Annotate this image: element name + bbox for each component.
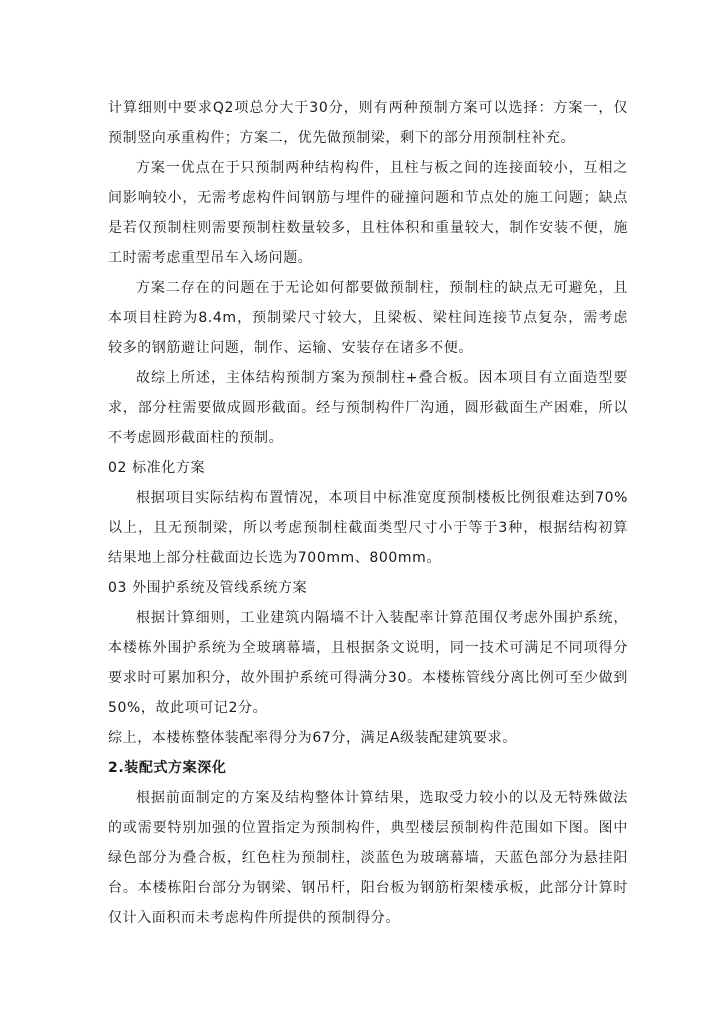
document-body [108, 93, 628, 933]
heading-prefab-scheme-deepening: 2.装配式方案深化 [108, 760, 227, 776]
paragraph-conclusion-prefab-scheme: 故综上所述，主体结构预制方案为预制柱+叠合板。因本项目有立面造型要求，部分柱需要做成圆形截面。经与预制构件厂沟通，圆形截面生产困难，所以不考虑圆形截面柱的预制。 [108, 370, 628, 446]
paragraph-standardization-detail: 根据项目实际结构布置情况，本项目中标准宽度预制楼板比例很难达到70%以上，且无预制梁，所以考虑预制柱截面类型尺寸小于等于3种，根据结构初算结果地上部分柱截面边长选为700mm、800mm。 [108, 490, 628, 566]
heading-standardization-scheme: 02 标准化方案 [108, 460, 206, 476]
heading-envelope-pipeline-scheme: 03 外围护系统及管线系统方案 [108, 580, 308, 596]
paragraph-total-score-summary: 综上，本楼栋整体装配率得分为67分，满足A级装配建筑要求。 [108, 730, 517, 746]
paragraph-option-two-analysis: 方案二存在的问题在于无论如何都要做预制柱，预制柱的缺点无可避免，且本项目柱跨为8.4m，预制梁尺寸较大，且梁板、梁柱间连接节点复杂，需考虑较多的钢筋避让问题，制作、运输、安装存在诸多不便。 [108, 280, 628, 356]
paragraph-q2-score-options: 计算细则中要求Q2项总分大于30分，则有两种预制方案可以选择：方案一，仅预制竖向承重构件；方案二，优先做预制梁，剩下的部分用预制柱补充。 [108, 100, 628, 146]
paragraph-prefab-deepening-detail: 根据前面制定的方案及结构整体计算结果，选取受力较小的以及无特殊做法的或需要特别加强的位置指定为预制构件，典型楼层预制构件范围如下图。图中绿色部分为叠合板，红色柱为预制柱，淡蓝色为玻璃幕墙，天蓝色部分为悬挂阳台。本楼栋阳台部分为钢梁、钢吊杆，阳台板为钢筋桁架楼承板，此部分计算时仅计入面积而未考虑构件所提供的预制得分。 [108, 790, 628, 926]
paragraph-option-one-analysis: 方案一优点在于只预制两种结构构件，且柱与板之间的连接面较小，互相之间影响较小，无需考虑构件间钢筋与埋件的碰撞问题和节点处的施工问题；缺点是若仅预制柱则需要预制柱数量较多，且柱体积和重量较大，制作安装不便，施工时需考虑重型吊车入场问题。 [108, 160, 628, 266]
paragraph-envelope-pipeline-detail: 根据计算细则，工业建筑内隔墙不计入装配率计算范围仅考虑外围护系统，本楼栋外围护系统为全玻璃幕墙，且根据条文说明，同一技术可满足不同项得分要求时可累加积分，故外围护系统可得满分30。本楼栋管线分离比例可至少做到50%，故此项可记2分。 [108, 610, 628, 716]
